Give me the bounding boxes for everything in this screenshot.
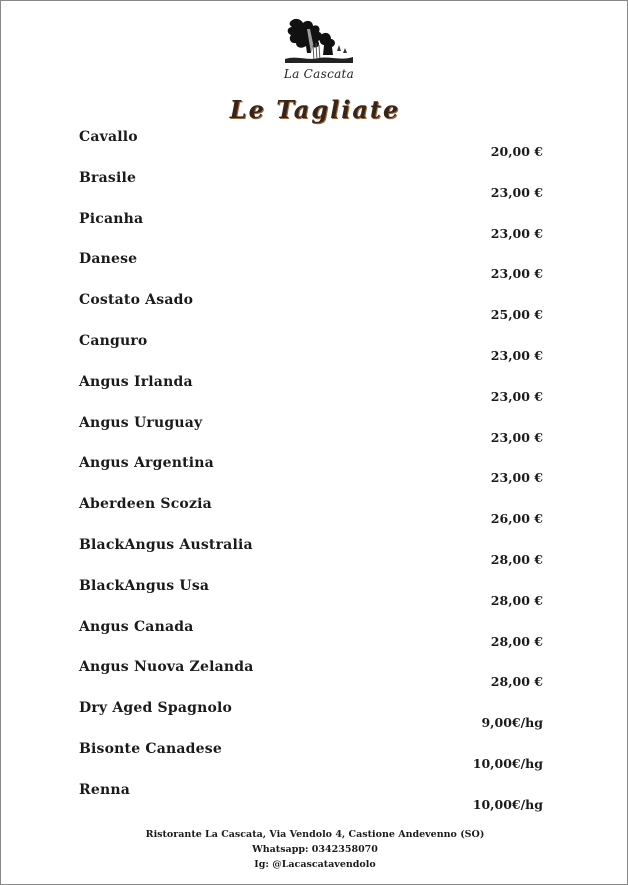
menu-item-name: Danese <box>79 251 138 268</box>
menu-item <box>79 496 545 537</box>
menu-item <box>79 333 545 374</box>
menu-item-name: BlackAngus Usa <box>79 577 210 594</box>
menu-item-name: Cavallo <box>79 129 138 145</box>
menu-item-name: Aberdeen Scozia <box>79 496 212 513</box>
menu-item-price: 23,00 € <box>490 470 543 486</box>
menu-item <box>79 170 545 211</box>
footer-whatsapp: Whatsapp: 0342358070 <box>252 844 378 855</box>
menu-item-price: 10,00€/hg <box>472 755 543 771</box>
menu-item <box>79 292 545 333</box>
menu-item-price: 28,00 € <box>490 551 543 567</box>
menu-item <box>79 578 545 619</box>
menu-item <box>79 211 545 252</box>
footer-instagram: Ig: @Lacascatavendolo <box>254 859 376 870</box>
menu-item-price: 23,00 € <box>490 225 543 241</box>
menu-list <box>79 129 545 823</box>
menu-item-name: Angus Irlanda <box>79 373 193 390</box>
menu-item-name: Picanha <box>79 210 144 227</box>
menu-item-price: 20,00 € <box>490 144 543 159</box>
menu-item-price: 23,00 € <box>490 184 543 200</box>
menu-item <box>79 415 545 456</box>
menu-item-price: 23,00 € <box>490 388 543 404</box>
menu-item <box>79 619 545 660</box>
menu-item-price: 23,00 € <box>490 347 543 363</box>
menu-item <box>79 700 545 741</box>
menu-item-name: Renna <box>79 781 130 798</box>
menu-item <box>79 455 545 496</box>
menu-item-price: 28,00 € <box>490 674 543 690</box>
menu-item-price: 10,00€/hg <box>472 796 543 812</box>
menu-item-price: 26,00 € <box>490 511 543 527</box>
menu-item-price: 9,00€/hg <box>481 715 543 731</box>
page-title: Le Tagliate <box>229 95 401 124</box>
menu-item-name: Angus Argentina <box>79 455 214 472</box>
menu-item-name: Angus Nuova Zelanda <box>79 659 254 676</box>
menu-item-price: 28,00 € <box>490 592 543 608</box>
menu-item-name: Canguro <box>79 332 148 349</box>
logo-text: La Cascata <box>283 67 355 81</box>
waterfall-tree-icon <box>277 15 361 71</box>
restaurant-logo <box>277 15 361 85</box>
menu-item <box>79 251 545 292</box>
menu-item <box>79 741 545 782</box>
menu-item-name: Angus Uruguay <box>79 414 203 431</box>
menu-item-name: BlackAngus Australia <box>79 536 253 553</box>
menu-item-name: Dry Aged Spagnolo <box>79 700 233 717</box>
menu-item <box>79 537 545 578</box>
menu-item-name: Angus Canada <box>79 618 194 635</box>
menu-item-name: Brasile <box>79 169 137 186</box>
menu-item-name: Bisonte Canadese <box>79 740 222 757</box>
footer-address: Ristorante La Cascata, Via Vendolo 4, Castione Andevenno (SO) <box>145 829 485 840</box>
menu-item <box>79 659 545 700</box>
menu-item-price: 25,00 € <box>490 307 543 323</box>
menu-item <box>79 374 545 415</box>
menu-item <box>79 129 545 170</box>
menu-item-price: 23,00 € <box>490 266 543 282</box>
menu-item-price: 28,00 € <box>490 633 543 649</box>
menu-item <box>79 782 545 823</box>
footer <box>1 827 628 872</box>
menu-item-price: 23,00 € <box>490 429 543 445</box>
menu-item-name: Costato Asado <box>79 292 194 309</box>
